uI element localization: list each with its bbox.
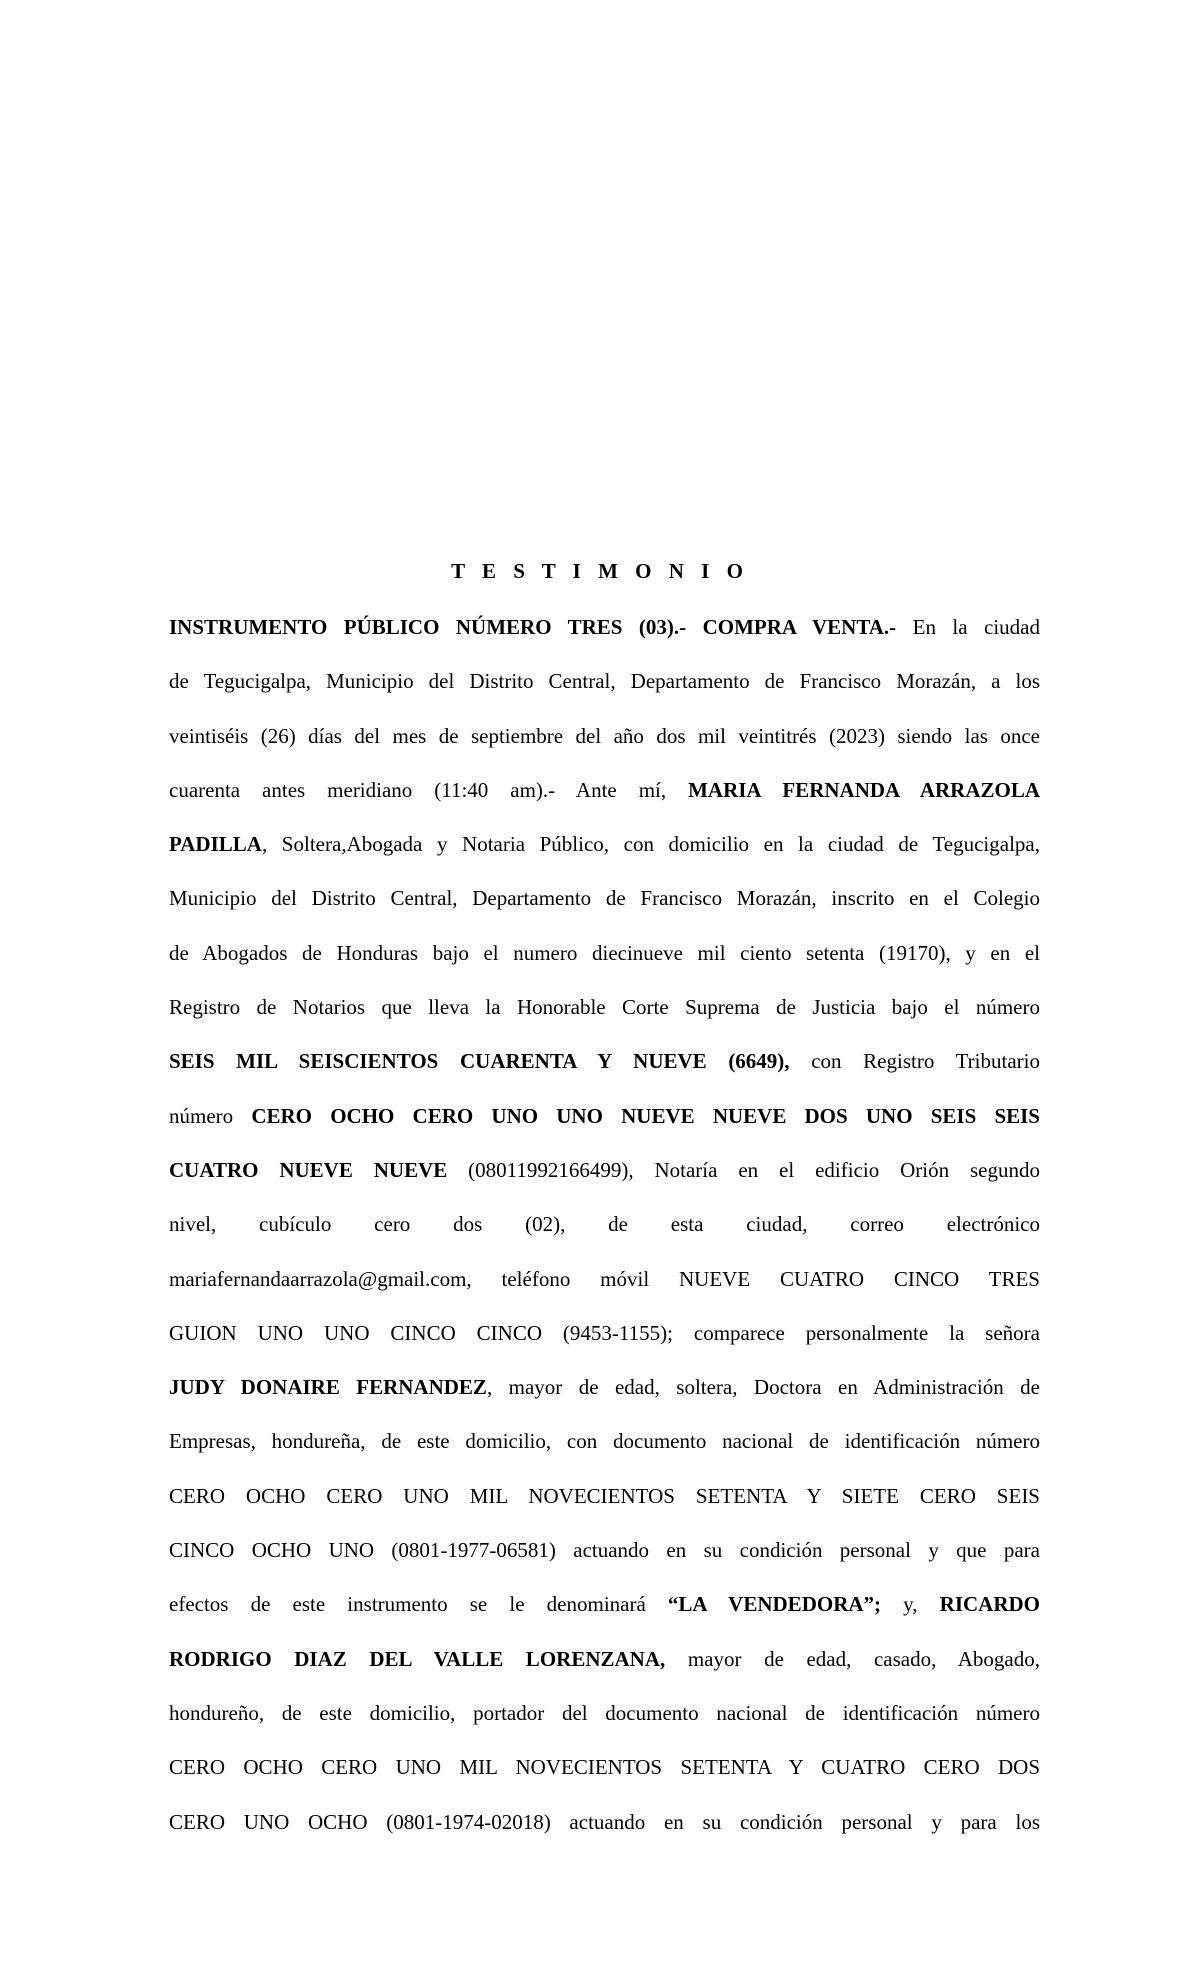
- text-segment: En la ciudad: [896, 615, 1040, 639]
- text-segment: nivel, cubículo cero dos (02), de esta ciudad, correo electrónico: [169, 1212, 1040, 1237]
- text-line: [169, 1089, 1040, 1143]
- text-segment: número: [169, 1103, 252, 1128]
- bold-text-segment: “LA VENDEDORA”;: [667, 1592, 882, 1617]
- text-line: [169, 980, 1040, 1034]
- text-line: [169, 1577, 1040, 1631]
- bold-text-segment: JUDY DONAIRE FERNANDEZ: [169, 1375, 487, 1400]
- text-line: [169, 1632, 1040, 1686]
- text-line: [169, 1360, 1040, 1414]
- text-line: [169, 600, 1040, 654]
- text-line: [169, 817, 1040, 871]
- text-segment: , mayor de edad, soltera, Doctora en Administración de: [486, 1375, 1040, 1400]
- text-line: [169, 1523, 1040, 1577]
- bold-text-segment: CUATRO NUEVE NUEVE: [169, 1157, 448, 1182]
- text-segment: Empresas, hondureña, de este domicilio, con documento nacional de identificación número: [169, 1429, 1040, 1454]
- text-line: [169, 871, 1040, 925]
- text-line: [169, 709, 1040, 763]
- text-line: [169, 1414, 1040, 1468]
- bold-text-segment: SEIS MIL SEISCIENTOS CUARENTA Y NUEVE (6649),: [169, 1049, 790, 1074]
- text-segment: de Abogados de Honduras bajo el numero diecinueve mil ciento setenta (19170), y en el: [169, 940, 1040, 965]
- text-segment: CERO UNO OCHO (0801-1974-02018) actuando en su condición personal y para los: [169, 1809, 1040, 1834]
- text-segment: y,: [881, 1592, 940, 1617]
- text-segment: Municipio del Distrito Central, Departamento de Francisco Morazán, inscrito en el Colegio: [169, 886, 1040, 911]
- text-line: [169, 1469, 1040, 1523]
- document-title: T E S T I M O N I O: [451, 559, 749, 583]
- text-line: [169, 926, 1040, 980]
- text-segment: GUION UNO UNO CINCO CINCO (9453-1155); comparece personalmente la señora: [169, 1320, 1040, 1345]
- text-line: [169, 1197, 1040, 1251]
- text-segment: Registro de Notarios que lleva la Honorable Corte Suprema de Justicia bajo el número: [169, 995, 1040, 1020]
- text-segment: hondureño, de este domicilio, portador del documento nacional de identificación número: [169, 1700, 1040, 1725]
- bold-text-segment: CERO OCHO CERO UNO UNO NUEVE NUEVE DOS UNO SEIS SEIS: [251, 1103, 1040, 1128]
- text-line: [169, 1306, 1040, 1360]
- text-segment: , Soltera,Abogada y Notaria Público, con domicilio en la ciudad de Tegucigalpa,: [261, 832, 1040, 857]
- document-body: [169, 600, 1040, 1849]
- text-segment: mayor de edad, casado, Abogado,: [665, 1646, 1040, 1671]
- text-segment: CINCO OCHO UNO (0801-1977-06581) actuando en su condición personal y que para: [169, 1538, 1040, 1563]
- text-segment: con Registro Tributario: [789, 1049, 1040, 1074]
- text-segment: efectos de este instrumento se le denominará: [169, 1592, 668, 1617]
- text-segment: (08011992166499), Notaría en el edificio Orión segundo: [447, 1157, 1040, 1182]
- text-line: [169, 1143, 1040, 1197]
- bold-text-segment: PADILLA: [169, 832, 262, 857]
- text-line: [169, 1034, 1040, 1088]
- text-segment: mariafernandaarrazola@gmail.com, teléfono móvil NUEVE CUATRO CINCO TRES: [169, 1266, 1040, 1291]
- text-line: [169, 1795, 1040, 1849]
- text-segment: veintiséis (26) días del mes de septiembre del año dos mil veintitrés (2023) siendo las once: [169, 723, 1040, 748]
- text-segment: de Tegucigalpa, Municipio del Distrito Central, Departamento de Francisco Morazán, a los: [169, 669, 1040, 694]
- text-segment: CERO OCHO CERO UNO MIL NOVECIENTOS SETENTA Y CUATRO CERO DOS: [169, 1755, 1040, 1780]
- text-segment: cuarenta antes meridiano (11:40 am).- Ante mí,: [169, 777, 689, 802]
- text-segment: CERO OCHO CERO UNO MIL NOVECIENTOS SETENTA Y SIETE CERO SEIS: [169, 1483, 1040, 1508]
- text-line: [169, 763, 1040, 817]
- text-line: [169, 654, 1040, 708]
- text-line: [169, 1740, 1040, 1794]
- text-line: [169, 1686, 1040, 1740]
- bold-text-segment: RODRIGO DIAZ DEL VALLE LORENZANA,: [169, 1646, 666, 1671]
- text-line: [169, 1252, 1040, 1306]
- bold-text-segment: INSTRUMENTO PÚBLICO NÚMERO TRES (03).- COMPRA VENTA.-: [169, 615, 897, 639]
- bold-text-segment: RICARDO: [939, 1592, 1041, 1617]
- bold-text-segment: MARIA FERNANDA ARRAZOLA: [688, 777, 1040, 802]
